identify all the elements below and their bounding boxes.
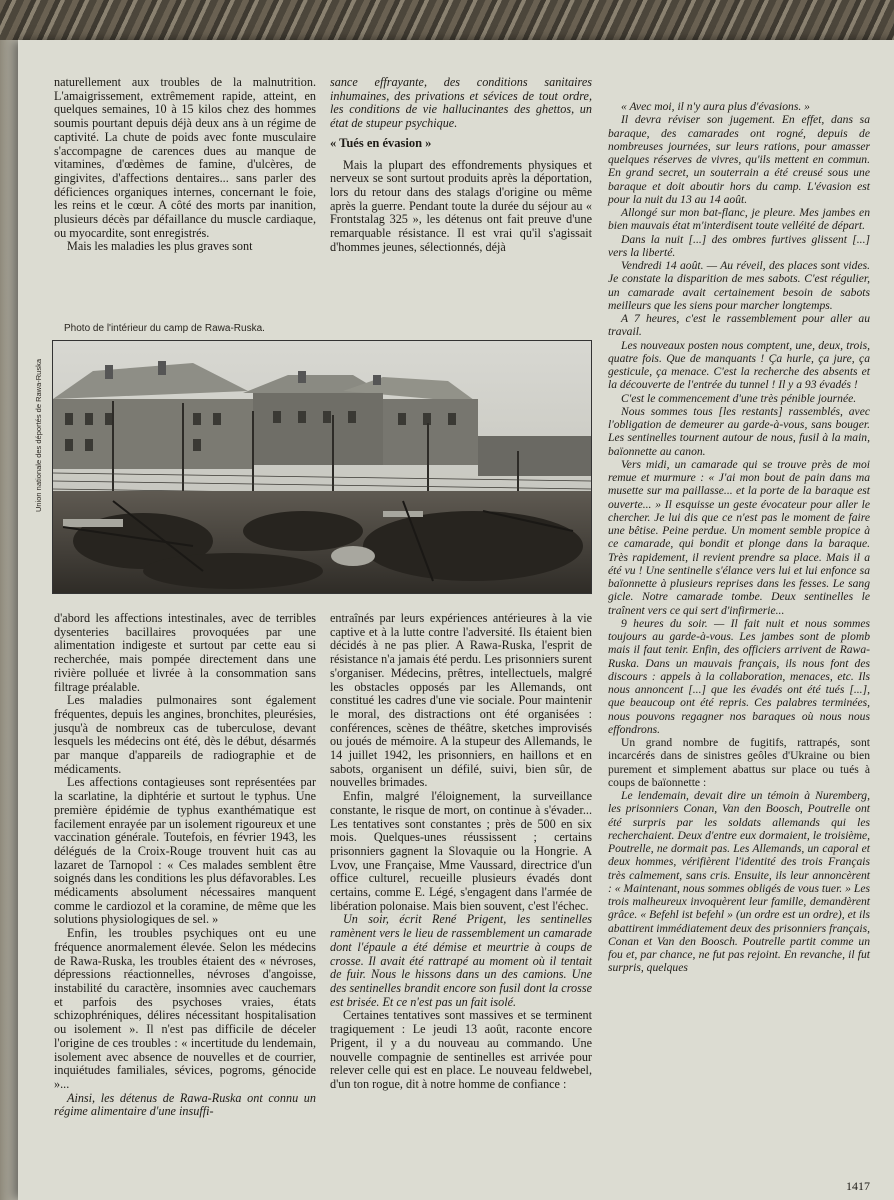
paragraph: Ainsi, les détenus de Rawa-Ruska ont connu un régime alimentaire d'une insuffi- bbox=[54, 1090, 316, 1119]
paragraph: sance effrayante, des conditions sanitaires inhumaines, des privations et sévices de tout ordre, les conditions de vie hallucinantes des ghettos, un état de stupeur psychique. bbox=[330, 75, 592, 131]
paragraph: Un soir, écrit René Prigent, les sentinelles ramènent vers le lieu de rassemblement un camarade dont l'épaule a été démise et meurtrie à coups de crosse. Il avait été rattrapé au moment où il tentait de fuir. Nous le hissons dans un des camions. Une des sentinelles brandit encore son fusil dont la crosse est brisée. Et ce n'est pas un fait isolé. bbox=[330, 912, 592, 1009]
paragraph: Vendredi 14 août. — Au réveil, des places sont vides. Je constate la disparition de mes sabots. C'est régulier, un camarade avait certainement besoin de sabots meilleurs que les siens pour marcher longtemps. bbox=[608, 259, 870, 312]
paragraph: Les maladies pulmonaires sont également fréquentes, depuis les angines, bronchites, pleurésies, jusqu'à de nombreux cas de tuberculose, devant lesquels les médecins ont été, dès le début, désarmés par manque d'appareils de radiographie et de médicaments. bbox=[54, 693, 316, 776]
paragraph: naturellement aux troubles de la malnutrition. L'amaigrissement, extrêmement rapide, atteint, en quelques semaines, 10 à 15 kilos chez des hommes soumis pourtant depuis déjà deux ans à un régime de captivité. La chute de poids avec fonte musculaire s'accompagne de carences dues au manque de vitamines, d'œdèmes de famine, d'ulcères, de gingivites, d'affections dentaires... sans parler des déficiences organiques internes, concernant le foie, les reins et le cœur. A côté des morts par inanition, plusieurs décès par défaillance du muscle cardiaque, ou myocardite, sont enregistrés. bbox=[54, 75, 316, 240]
column-2-top bbox=[330, 76, 592, 254]
camp-photo bbox=[52, 340, 592, 594]
column-2-bottom bbox=[330, 612, 592, 1092]
paragraph: Vers midi, un camarade qui se trouve près de moi remue et murmure : « J'ai mon bout de pain dans ma musette sur ma paillasse... et la porte de la baraque est ouverte... » Il esquisse un geste évocateur pour aller le chercher. Je lui dis que ce n'est pas le moment de faire une bêtise. Peine perdue. Un moment semble propice à ce camarade, qui bondit et plonge dans la baraque. Très rapidement, il revient prendre sa place. Mais il a été vu ! Une sentinelle s'élance vers lui et lui enfonce sa baïonnette à plusieurs reprises dans les fesses. Le sang gicle. Notre camarade tombe. Deux sentinelles le traînent vers ce qui sert d'infirmerie... bbox=[608, 457, 870, 617]
column-1-bottom bbox=[54, 612, 316, 1119]
photo-caption: Photo de l'intérieur du camp de Rawa-Ruska. bbox=[64, 323, 265, 334]
photo-credit: Union nationale des déportés de Rawa-Ruska bbox=[34, 358, 43, 512]
paragraph: Allongé sur mon bat-flanc, je pleure. Mes jambes en bien mauvais état m'interdisent toute velléité de départ. bbox=[608, 206, 870, 233]
paragraph: C'est le commencement d'une très pénible journée. bbox=[621, 391, 857, 405]
paragraph: Nous sommes tous [les restants] rassemblés, avec l'obligation de demeurer au garde-à-vous, sans bouger. Les sentinelles tournent autour de nous, fusil à la main, baïonnette au canon. bbox=[608, 404, 870, 458]
paragraph: d'abord les affections intestinales, avec de terribles dysenteries bacillaires provoquées par une alimentation indigeste et surtout par cette eau si recherchée, mais pompée directement dans une rivière polluée et livrée à la consommation sans filtrage préalable. bbox=[54, 611, 316, 694]
paragraph: Enfin, les troubles psychiques ont eu une fréquence anormalement élevée. Selon les médecins de Rawa-Ruska, les troubles étaient des « névroses, dépressions réactionnelles, névroses d'angoisse, instabilité du caractère, insomnies avec cauchemars et parfois des psychoses vraies, états schizophréniques, délires nécessitant hospitalisation ou isolement ». Il n'est pas difficile de déceler l'origine de ces troubles : « incertitude du lendemain, isolement avec absence de nouvelles et de courrier, inquiétudes familiales, sévices, pogroms, génocide »... bbox=[54, 926, 316, 1091]
paragraph: Les affections contagieuses sont représentées par la scarlatine, la diphtérie et surtout le typhus. Une première épidémie de typhus exanthématique est facilement enrayée par un isolement rigoureux et une vaccination générale. Toutefois, en février 1943, les délégués de la Croix-Rouge trouvent huit cas au lazaret de Tarnopol : « Ces malades semblent être soignés dans les conditions les plus défavorables. Les médicaments absolument nécessaires manquent comme le cardiozol et la coramine, de même que les solutions physiologiques de sel. » bbox=[54, 775, 316, 927]
column-3 bbox=[608, 100, 870, 975]
paragraph: Un grand nombre de fugitifs, rattrapés, sont incarcérés dans de sinistres geôles d'Ukraine ou bien purement et simplement abattus sur place ou tués à coups de baïonnette : bbox=[608, 736, 870, 789]
paragraph: « Avec moi, il n'y aura plus d'évasions. » bbox=[621, 100, 810, 113]
paragraph: Le lendemain, devait dire un témoin à Nuremberg, les prisonniers Conan, Van den Boosch, Poutrelle ont été surpris par les soldats allemands qui les recherchaient. Deux d'entre eux dormaient, le troisième, Poutrelle, ne dormait pas. Les Allemands, un caporal et deux hommes, vérifièrent l'identité des trois Français très calmement, sans cris. Ensuite, ils leur annoncèrent : « Maintenant, nous sommes obligés de vous tuer. » Les trois malheureux invoquèrent leur famille, demandèrent grâce. « Befehl ist befehl » (un ordre est un ordre), et ils abattirent immédiatement deux des prisonniers français, Conan et Van den Boosch. Poutrelle partit comme un fou et, par chance, ne fut pas rejoint. En revanche, il fut surpris, quelques bbox=[608, 789, 870, 975]
paragraph: Certaines tentatives sont massives et se terminent tragiquement : Le jeudi 13 août, raconte encore Prigent, il y a du nouveau au commando. Une nouvelle compagnie de sentinelles est arrivée pour relever celle qui est en place. Le nouveau feldwebel, d'un ton rogue, dit à notre homme de confiance : bbox=[330, 1008, 592, 1091]
magazine-page bbox=[18, 40, 894, 1200]
column-1-top bbox=[54, 76, 316, 254]
paragraph: Dans la nuit [...] des ombres furtives glissent [...] vers la liberté. bbox=[608, 232, 870, 259]
paragraph: Enfin, malgré l'éloignement, la surveillance constante, le risque de mort, on continue à s'évader... Les tentatives sont constantes ; près de 500 en six mois. Quelques-unes réussissent ; certains prisonniers gagnent la Slovaquie ou la Hongrie. A Lvov, une Française, Mme Vaussard, directrice d'un office culturel, recueille plusieurs évadés dont certains, comme E. Légé, s'engagent dans l'armée de libération polonaise. Mais bien souvent, c'est l'échec. bbox=[330, 789, 592, 913]
paragraph: Il devra réviser son jugement. En effet, dans sa baraque, des camarades ont rogné, depuis de nombreuses journées, sur leurs rations, pour amasser quelques réserves de vivres, qu'ils mettent en commun. En grand secret, un souterrain a été creusé sous une baraque et doit aboutir hors du camp. L'évasion est pour la nuit du 13 au 14 août. bbox=[608, 113, 870, 206]
page-number: 1417 bbox=[846, 1179, 870, 1193]
paragraph: entraînés par leurs expériences antérieures à la vie captive et à la lutte contre l'adversité. Ils étaient bien décidés à ne pas plier. A Rawa-Ruska, l'esprit de résistance n'a jamais été perdu. Les prisonniers surent s'organiser. Médecins, prêtres, intellectuels, malgré les obstacles opposés par les Allemands, ont constitué les cadres d'une vie sociale. Pour maintenir le moral, des distractions ont été organisées : conférences, scènes de théâtre, sketches improvisés ou joués de mémoire. A la stupeur des Allemands, le 14 juillet 1942, les prisonniers, en haillons et en sabots, organisent un défilé, suivi, bien sûr, de nouvelles brimades. bbox=[330, 611, 592, 790]
paragraph: Mais les maladies les plus graves sont bbox=[67, 239, 253, 254]
section-heading: « Tués en évasion » bbox=[330, 135, 432, 150]
paragraph: 9 heures du soir. — Il fait nuit et nous sommes toujours au garde-à-vous. Les jambes sont de plomb mais il faut tenir. Enfin, des officiers arrivent de Rawa-Ruska. Dans un mauvais français, ils nous font des discours : appels à la collaboration, menaces, etc. Ils nous annoncent [...] que les évadés ont été tués [...], que beaucoup ont été repris. Ces palabres terminées, nous pouvons regagner nos baraques où nous nous effondrons. bbox=[608, 616, 870, 736]
paragraph: Les nouveaux posten nous comptent, une, deux, trois, quatre fois. Que de manquants ! Ça hurle, ça jure, ça gesticule, ça menace. C'est la recherche des absents et la découverte de l'entrée du tunnel ! Il y a 93 évadés ! bbox=[608, 338, 870, 392]
page-edge bbox=[0, 40, 20, 1200]
paragraph: Mais la plupart des effondrements physiques et nerveux se sont surtout produits après la déportation, lors du retour dans des stalags d'origine ou même après la guerre. Pendant toute la durée du séjour au « Frontstalag 325 », les détenus ont fait preuve d'une remarquable résistance. Il est vrai qu'il s'agissait d'hommes jeunes, sélectionnés, déjà bbox=[330, 157, 592, 254]
paragraph: A 7 heures, c'est le rassemblement pour aller au travail. bbox=[608, 312, 870, 339]
